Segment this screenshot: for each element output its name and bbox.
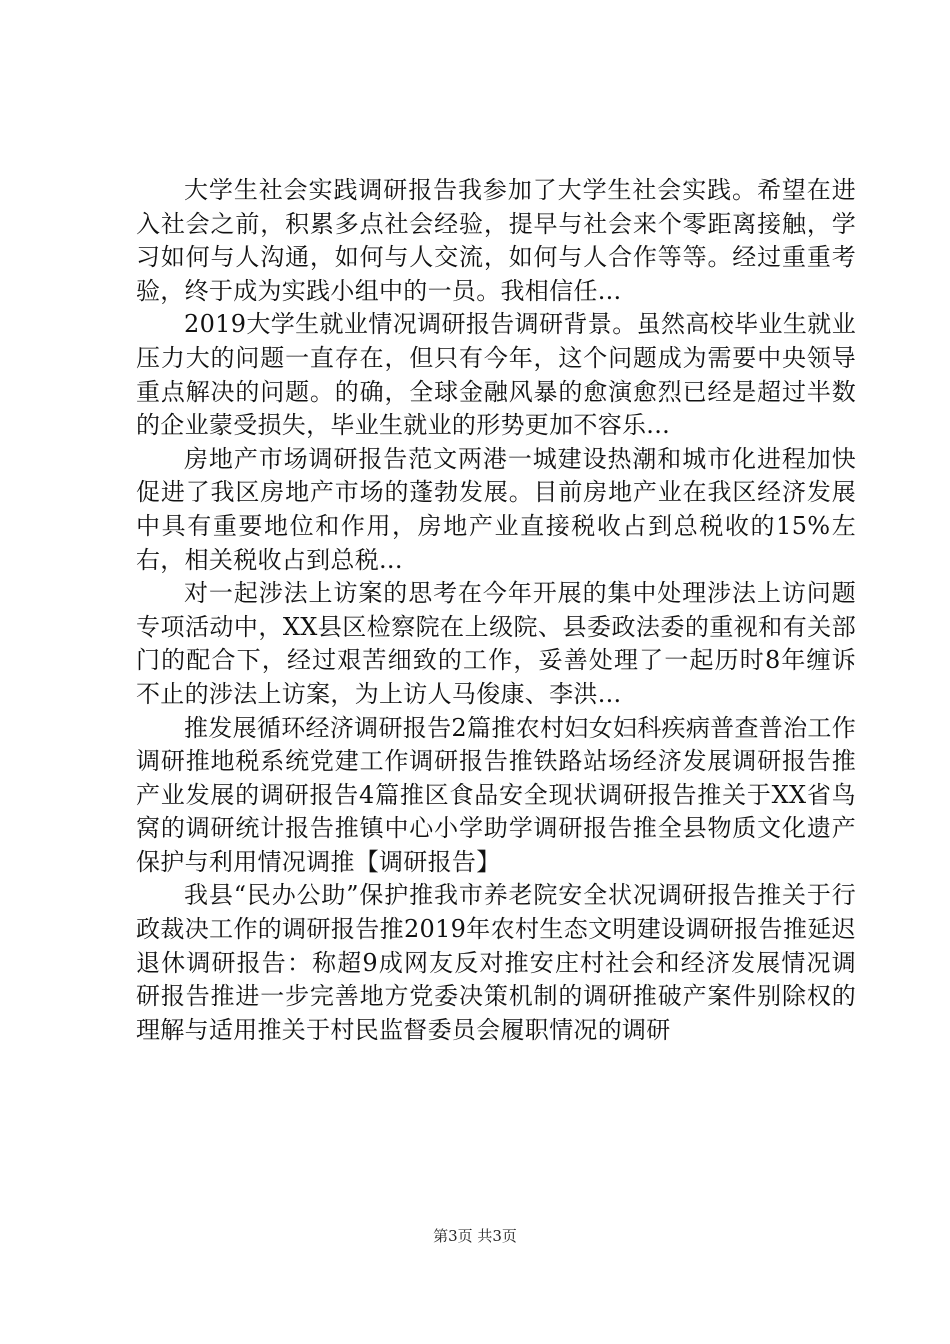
paragraph-employment-survey: 2019大学生就业情况调研报告调研背景。虽然高校毕业生就业压力大的问题一直存在，但只有今年，这个问题成为需要中央领导重点解决的问题。的确，全球金融风暴的愈演愈烈已经是超过半数的企业蒙受损失，毕业生就业的形势更加不容乐... [136, 310, 856, 440]
paragraph-real-estate: 房地产市场调研报告范文两港一城建设热潮和城市化进程加快促进了我区房地产市场的蓬勃发展。目前房地产业在我区经济发展中具有重要地位和作用，房地产业直接税收占到总税收的15%左右，相关税收占到总税... [136, 444, 856, 574]
paragraph-recommended-list-1: 推发展循环经济调研报告2篇推农村妇女妇科疾病普查普治工作调研推地税系统党建工作调研报告推铁路站场经济发展调研报告推产业发展的调研报告4篇推区食品安全现状调研报告推关于XX省鸟窝的调研统计报告推镇中心小学助学调研报告推全县物质文化遗产保护与利用情况调推【调研报告】 [136, 713, 856, 876]
paragraph-petition-case: 对一起涉法上访案的思考在今年开展的集中处理涉法上访问题专项活动中，XX县区检察院在上级院、县委政法委的重视和有关部门的配合下，经过艰苦细致的工作，妥善处理了一起历时8年缠诉不止的涉法上访案，为上访人马俊康、李洪... [136, 579, 856, 708]
document-body [136, 174, 856, 1047]
page-number: 第3页 [433, 1227, 473, 1245]
paragraph-social-practice: 大学生社会实践调研报告我参加了大学生社会实践。希望在进入社会之前，积累多点社会经验，提早与社会来个零距离接触，学习如何与人沟通，如何与人交流，如何与人合作等等。经过重重考验，终于成为实践小组中的一员。我相信任... [136, 176, 856, 305]
page-total: 共3页 [477, 1227, 517, 1245]
page-footer [0, 1226, 950, 1246]
paragraph-recommended-list-2: 我县“民办公助”保护推我市养老院安全状况调研报告推关于行政裁决工作的调研报告推2019年农村生态文明建设调研报告推延迟退休调研报告：称超9成网友反对推安庄村社会和经济发展情况调研报告推进一步完善地方党委决策机制的调研推破产案件别除权的理解与适用推关于村民监督委员会履职情况的调研 [136, 881, 856, 1044]
